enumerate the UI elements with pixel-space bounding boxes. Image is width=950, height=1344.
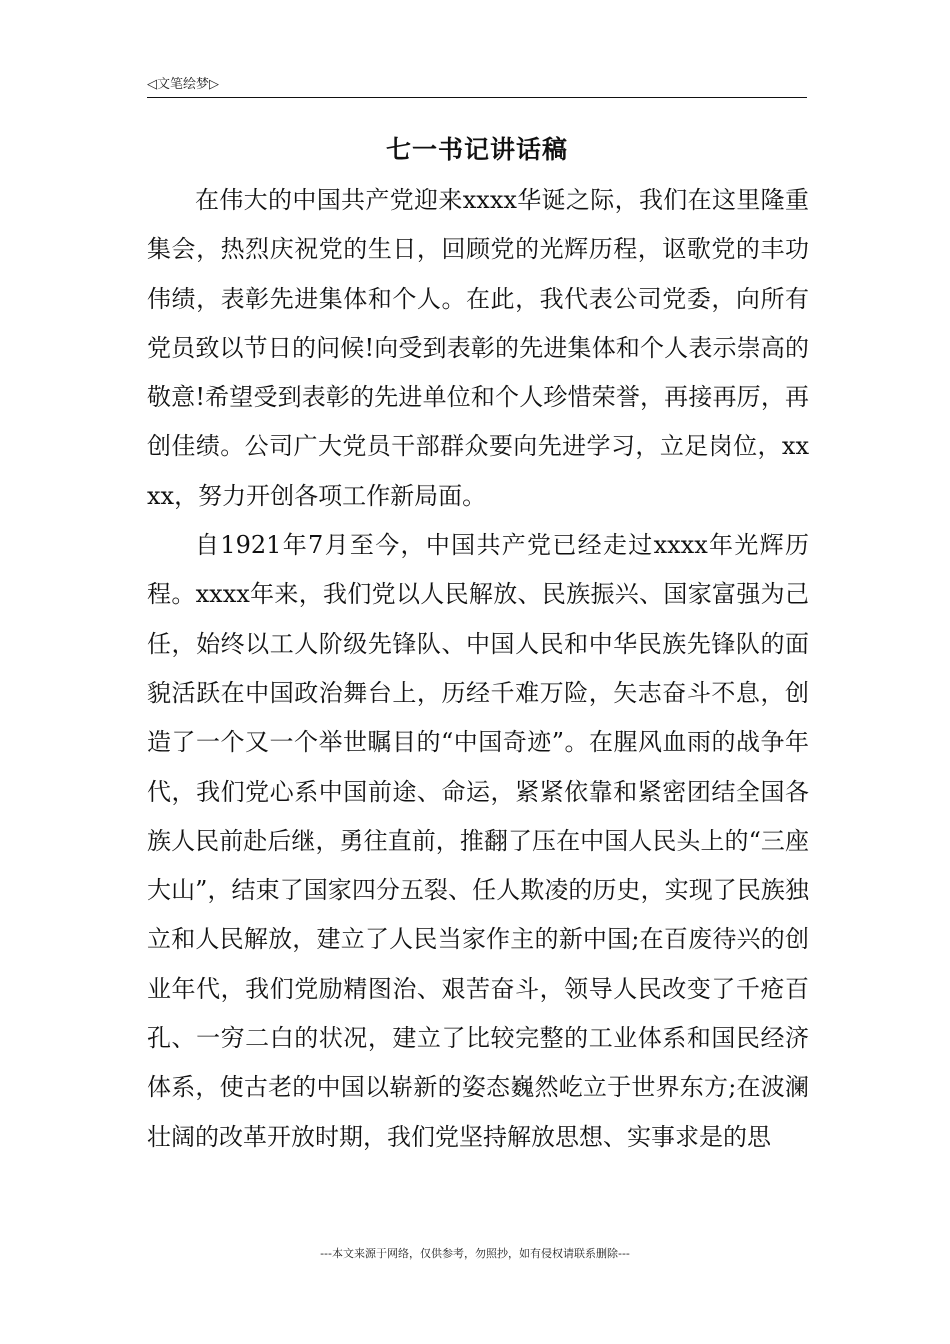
header-divider bbox=[147, 97, 807, 98]
paragraph-2: 自1921年7月至今，中国共产党已经走过xxxx年光辉历程。xxxx年来，我们党以人民解放、民族振兴、国家富强为己任，始终以工人阶级先锋队、中国人民和中华民族先锋队的面貌活跃在中国政治舞台上，历经千难万险，矢志奋斗不息，创造了一个又一个举世瞩目的“中国奇迹”。在腥风血雨的战争年代，我们党心系中国前途、命运，紧紧依靠和紧密团结全国各族人民前赴后继，勇往直前，推翻了压在中国人民头上的“三座大山”，结束了国家四分五裂、任人欺凌的历史，实现了民族独立和人民解放，建立了人民当家作主的新中国;在百废待兴的创业年代，我们党励精图治、艰苦奋斗，领导人民改变了千疮百孔、一穷二白的状况，建立了比较完整的工业体系和国民经济体系，使古老的中国以崭新的姿态巍然屹立于世界东方;在波澜壮阔的改革开放时期，我们党坚持解放思想、实事求是的思 bbox=[147, 531, 809, 1151]
document-body bbox=[147, 176, 809, 1162]
document-title: 七一书记讲话稿 bbox=[385, 135, 568, 164]
page-footer-disclaimer: ---本文来源于网络，仅供参考，勿照抄，如有侵权请联系删除--- bbox=[320, 1247, 630, 1260]
paragraph-1: 在伟大的中国共产党迎来xxxx华诞之际，我们在这里隆重集会，热烈庆祝党的生日，回顾党的光辉历程，讴歌党的丰功伟绩，表彰先进集体和个人。在此，我代表公司党委，向所有党员致以节日的问候!向受到表彰的先进集体和个人表示崇高的敬意!希望受到表彰的先进单位和个人珍惜荣誉，再接再厉，再创佳绩。公司广大党员干部群众要向先进学习，立足岗位，xxxx，努力开创各项工作新局面。 bbox=[147, 186, 809, 510]
running-header: ◁文笔绘梦▷ bbox=[147, 77, 219, 92]
